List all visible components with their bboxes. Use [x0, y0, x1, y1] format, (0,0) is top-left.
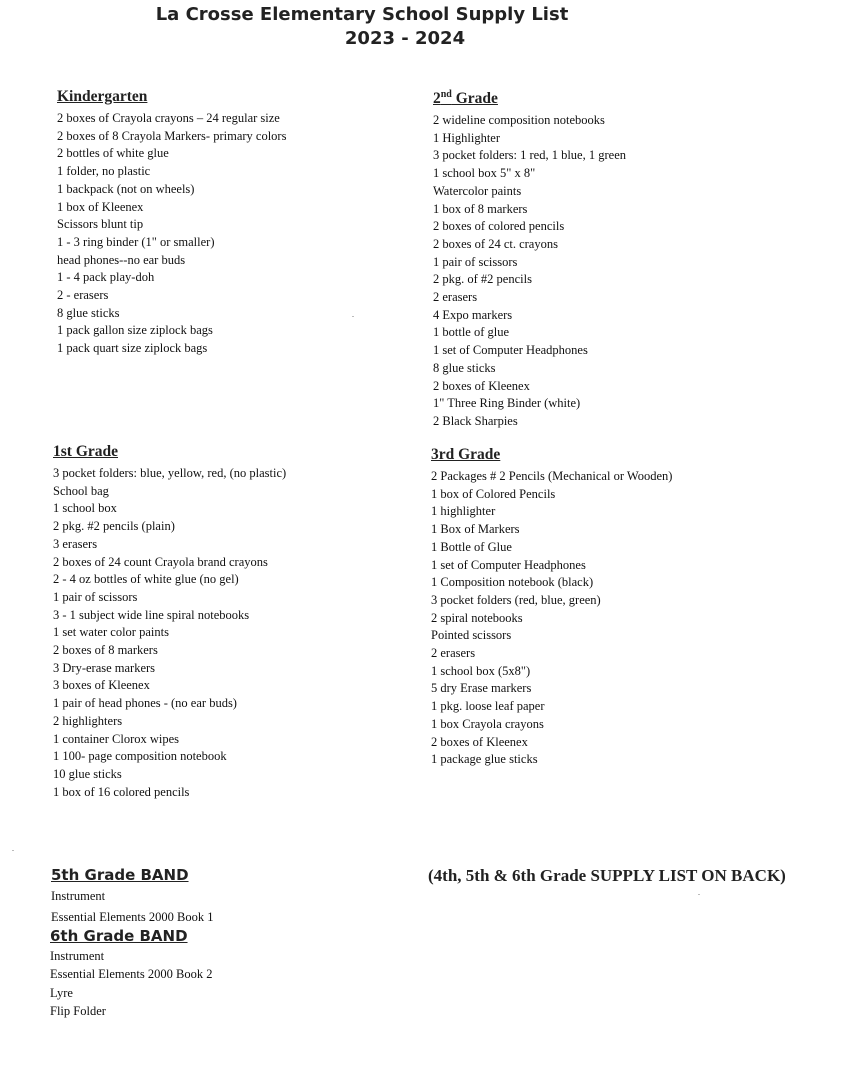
list-item: 1 Highlighter — [433, 130, 501, 145]
fifth-grade-band-list — [51, 886, 213, 928]
list-item: 4 Expo markers — [433, 307, 513, 322]
list-item: 2 boxes of 24 ct. crayons — [433, 236, 558, 251]
second-grade-heading-text: Grade — [451, 90, 498, 107]
sixth-grade-band-list — [50, 947, 212, 1020]
list-item: 1 set of Computer Headphones — [431, 557, 586, 572]
list-item: Instrument — [51, 889, 106, 903]
back-page-note: (4th, 5th & 6th Grade SUPPLY LIST ON BACK) — [428, 866, 786, 885]
third-grade-section — [431, 446, 672, 769]
list-item: 2 boxes of 8 Crayola Markers- primary colors — [57, 128, 287, 143]
list-item: 2 pkg. #2 pencils (plain) — [53, 519, 175, 534]
kindergarten-section — [57, 88, 286, 358]
first-grade-list — [53, 465, 286, 801]
list-item: 2 Packages # 2 Pencils (Mechanical or Wooden) — [431, 469, 673, 483]
list-item: 1 school box 5" x 8" — [433, 166, 536, 181]
kindergarten-heading: Kindergarten — [57, 88, 148, 105]
scan-speck — [352, 316, 354, 317]
list-item: Essential Elements 2000 Book 1 — [51, 910, 214, 924]
third-grade-list — [431, 468, 672, 769]
list-item: 1 box of Colored Pencils — [431, 486, 556, 501]
list-item: 2 boxes of 8 markers — [53, 643, 158, 658]
list-item: 1 pack gallon size ziplock bags — [57, 323, 213, 338]
list-item: 1 Box of Markers — [431, 522, 520, 537]
list-item: Pointed scissors — [431, 628, 512, 643]
list-item: 1 box of 8 markers — [433, 201, 528, 216]
list-item: Essential Elements 2000 Book 2 — [50, 967, 213, 982]
list-item: 2 Black Sharpies — [433, 413, 518, 428]
school-year: 2023 - 2024 — [344, 28, 466, 49]
list-item: 2 bottles of white glue — [57, 146, 169, 161]
list-item: 2 spiral notebooks — [431, 610, 523, 625]
list-item: 2 boxes of Crayola crayons – 24 regular size — [57, 111, 280, 125]
list-item: 2 pkg. of #2 pencils — [433, 272, 532, 287]
list-item: 1 Bottle of Glue — [431, 539, 512, 554]
first-grade-heading: 1st Grade — [53, 443, 119, 460]
list-item: 3 pocket folders: 1 red, 1 blue, 1 green — [433, 148, 626, 163]
list-item: 1 box Crayola crayons — [431, 716, 544, 731]
kindergarten-list — [57, 110, 286, 358]
list-item: 2 erasers — [431, 646, 476, 661]
list-item: 5 dry Erase markers — [431, 681, 532, 696]
list-item: 1 backpack (not on wheels) — [57, 181, 195, 196]
list-item: 3 - 1 subject wide line spiral notebooks — [53, 607, 250, 622]
list-item: 2 boxes of Kleenex — [433, 378, 530, 393]
list-item: 8 glue sticks — [433, 360, 496, 375]
list-item: 1 highlighter — [431, 504, 496, 519]
list-item: 3 erasers — [53, 536, 98, 551]
fifth-grade-band-section — [51, 866, 213, 928]
list-item: 2 boxes of Kleenex — [431, 734, 528, 749]
list-item: 2 boxes of colored pencils — [433, 219, 565, 234]
list-item: 1 box of 16 colored pencils — [53, 784, 190, 799]
list-item: 2 - erasers — [57, 288, 109, 303]
list-item: 1 pair of head phones - (no ear buds) — [53, 696, 237, 711]
list-item: 1 container Clorox wipes — [53, 731, 180, 746]
list-item: 1 package glue sticks — [431, 752, 538, 767]
list-item: 1 - 4 pack play-doh — [57, 270, 155, 285]
list-item: 1 pair of scissors — [53, 589, 138, 604]
scan-speck — [12, 850, 14, 851]
list-item: 2 erasers — [433, 290, 478, 305]
list-item: Lyre — [50, 985, 73, 1000]
list-item: 1 school box (5x8") — [431, 663, 531, 678]
list-item: 1 set of Computer Headphones — [433, 343, 588, 358]
second-grade-section — [433, 90, 626, 431]
second-grade-heading-number: 2 — [433, 90, 441, 107]
third-grade-heading: 3rd Grade — [431, 446, 501, 463]
list-item: Watercolor paints — [433, 183, 522, 198]
list-item: 3 boxes of Kleenex — [53, 678, 150, 693]
second-grade-heading-suffix: nd — [440, 89, 452, 100]
list-item: 3 Dry-erase markers — [53, 660, 156, 675]
list-item: 1 set water color paints — [53, 625, 169, 640]
list-item: head phones--no ear buds — [57, 252, 186, 267]
list-item: Scissors blunt tip — [57, 217, 144, 232]
list-item: 2 boxes of 24 count Crayola brand crayons — [53, 554, 268, 569]
list-item: School bag — [53, 483, 109, 498]
first-grade-section — [53, 443, 286, 801]
list-item: 2 highlighters — [53, 713, 123, 728]
page-title: La Crosse Elementary School Supply List — [155, 4, 569, 25]
list-item: 3 pocket folders (red, blue, green) — [431, 592, 601, 607]
list-item: 8 glue sticks — [57, 305, 120, 320]
list-item: Flip Folder — [50, 1003, 106, 1018]
list-item: 1 school box — [53, 501, 117, 516]
list-item: 3 pocket folders: blue, yellow, red, (no plastic) — [53, 466, 287, 480]
second-grade-list — [433, 112, 626, 431]
list-item: 2 - 4 oz bottles of white glue (no gel) — [53, 572, 239, 587]
list-item: 1 bottle of glue — [433, 325, 510, 340]
list-item: 1 pair of scissors — [433, 254, 518, 269]
list-item: 10 glue sticks — [53, 766, 122, 781]
list-item: 1 100- page composition notebook — [53, 749, 227, 764]
fifth-grade-band-heading: 5th Grade BAND — [51, 866, 189, 884]
sixth-grade-band-section — [50, 927, 212, 1020]
list-item: 1 Composition notebook (black) — [431, 575, 594, 590]
list-item: Instrument — [50, 949, 105, 963]
list-item: 1" Three Ring Binder (white) — [433, 396, 581, 411]
list-item: 1 - 3 ring binder (1" or smaller) — [57, 234, 215, 249]
sixth-grade-band-heading: 6th Grade BAND — [50, 927, 188, 945]
list-item: 2 wideline composition notebooks — [433, 113, 605, 127]
list-item: 1 folder, no plastic — [57, 164, 151, 179]
second-grade-heading — [433, 90, 626, 108]
scan-speck — [698, 894, 700, 895]
list-item: 1 pack quart size ziplock bags — [57, 341, 208, 356]
list-item: 1 box of Kleenex — [57, 199, 144, 214]
list-item: 1 pkg. loose leaf paper — [431, 699, 545, 714]
